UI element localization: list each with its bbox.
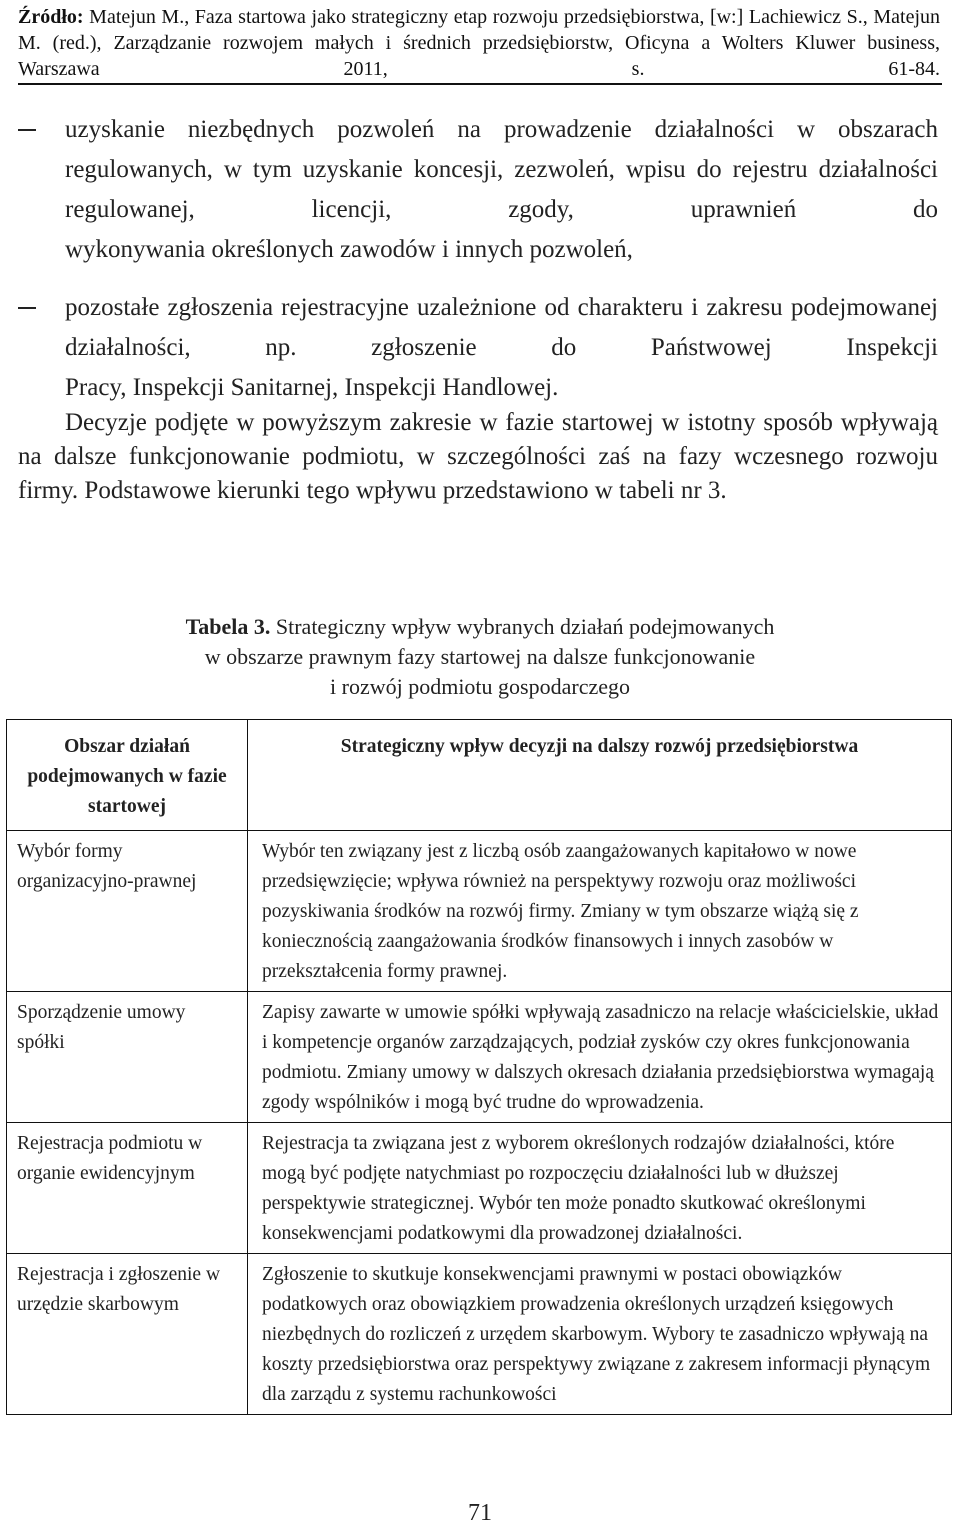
source-divider xyxy=(18,83,942,85)
table-caption-label: Tabela 3. xyxy=(185,614,271,639)
table-caption-line: i rozwój podmiotu gospodarczego xyxy=(330,674,630,699)
table-cell-area: Rejestracja i zgłoszenie w urzędzie skarbowym xyxy=(7,1254,248,1415)
table-caption-line: w obszarze prawnym fazy startowej na dalsze funkcjonowanie xyxy=(204,644,756,669)
table-cell-area: Wybór formy organizacyjno-prawnej xyxy=(7,831,248,992)
table-row xyxy=(7,831,952,992)
source-text: Matejun M., Faza startowa jako strategiczny etap rozwoju przedsiębiorstwa, [w:] Lachiewicz S., Matejun M. (red.), Zarządzanie rozwojem małych i średnich przedsiębiorstw, Oficyna a Wolters Kluwer business, Warszawa 2011, s. 61-84. xyxy=(18,6,941,80)
impact-table xyxy=(6,719,952,1415)
table-row xyxy=(7,1254,952,1415)
bullet-list xyxy=(18,110,938,401)
table-cell-impact: Rejestracja ta związana jest z wyborem określonych rodzajów działalności, które mogą być podjęte natychmiast po rozpoczęciu działalności lub w dłuższej perspektywie strategicznej. Wybór ten może ponadto skutkować określonymi konsekwencjami podatkowymi dla prowadzonej działalności. xyxy=(248,1123,952,1254)
table-row xyxy=(7,992,952,1123)
table-cell-area: Sporządzenie umowy spółki xyxy=(7,992,248,1123)
table-cell-area: Rejestracja podmiotu w organie ewidencyjnym xyxy=(7,1123,248,1254)
table-caption xyxy=(100,612,860,702)
list-item-text: uzyskanie niezbędnych pozwoleń na prowadzenie działalności w obszarach regulowanych, w tym uzyskanie koncesji, zezwoleń, wpisu do rejestru działalności regulowanej, licencji, zgody, uprawnień do xyxy=(65,116,938,223)
source-label: Źródło: xyxy=(18,6,84,28)
column-header-impact: Strategiczny wpływ decyzji na dalszy rozwój przedsiębiorstwa xyxy=(248,720,952,831)
table-cell-impact: Zgłoszenie to skutkuje konsekwencjami prawnymi w postaci obowiązków podatkowych oraz obowiązkiem prowadzenia określonych urządzeń księgowych niezbędnych do rozliczeń z urzędem skarbowym. Wybory te zasadniczo wpływają na koszty przedsiębiorstwa oraz perspektywy związane z zakresem informacji płynącym dla zarządu z systemu rachunkowości xyxy=(248,1254,952,1415)
list-item-text-end: wykonywania określonych zawodów i innych pozwoleń, xyxy=(65,236,633,263)
body-paragraph: Decyzje podjęte w powyższym zakresie w fazie startowej w istotny sposób wpływają na dalsze funkcjonowanie podmiotu, w szczególności zaś na fazy wczesnego rozwoju firmy. Podstawowe kierunki tego wpływu przedstawiono w tabeli nr 3. xyxy=(18,409,938,504)
list-item xyxy=(18,110,938,276)
table-cell-impact: Wybór ten związany jest z liczbą osób zaangażowanych kapitałowo w nowe przedsięwzięcie; wpływa również na perspektywy rozwoju oraz możliwości pozyskiwania środków na rozwój firmy. Zmiany w tym obszarze wiążą się z koniecznością zaangażowania środków finansowych i innych zasobów w przekształcenia formy prawnej. xyxy=(248,831,952,992)
page-number: 71 xyxy=(468,1500,492,1526)
dash-bullet-icon xyxy=(18,129,36,131)
table-caption-line: Strategiczny wpływ wybranych działań podejmowanych xyxy=(275,614,775,639)
column-header-area: Obszar działań podejmowanych w fazie startowej xyxy=(7,720,248,831)
source-citation xyxy=(18,4,940,82)
table-header-row xyxy=(7,720,952,831)
list-item xyxy=(18,288,938,401)
table-cell-impact: Zapisy zawarte w umowie spółki wpływają zasadniczo na relacje właścicielskie, układ i kompetencje organów zarządzających, podział zysków czy okres funkcjonowania podmiotu. Zmiany umowy w dalszych okresach działania przedsiębiorstwa wymagają zgody wspólników i mogą być trudne do wprowadzenia. xyxy=(248,992,952,1123)
dash-bullet-icon xyxy=(18,307,36,309)
list-item-text: pozostałe zgłoszenia rejestracyjne uzależnione od charakteru i zakresu podejmowanej działalności, np. zgłoszenie do Państwowej Inspekcji xyxy=(65,294,938,361)
list-item-text-end: Pracy, Inspekcji Sanitarnej, Inspekcji Handlowej. xyxy=(65,374,559,401)
table-row xyxy=(7,1123,952,1254)
